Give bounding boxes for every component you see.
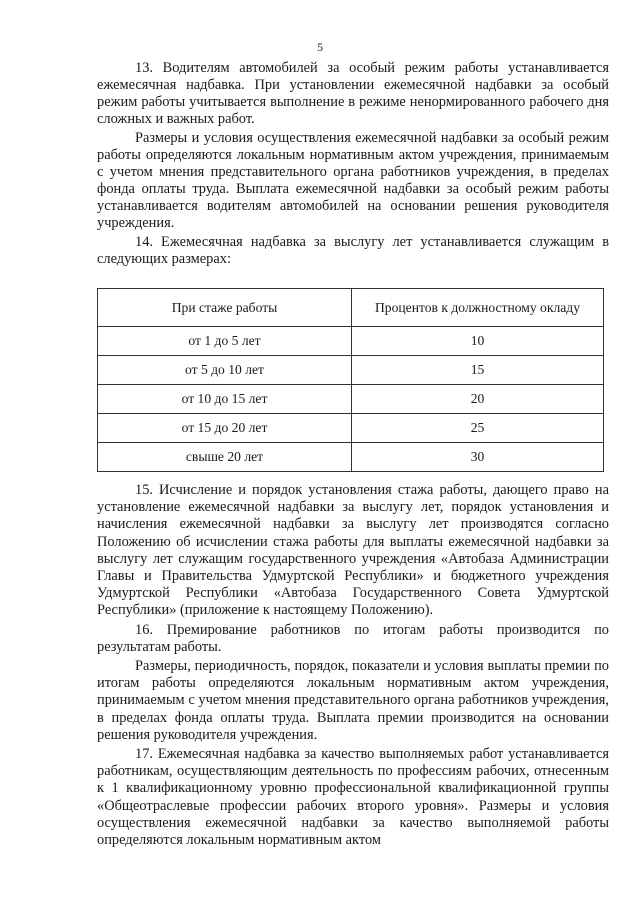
table-row [98, 443, 604, 472]
page-number: 5 [317, 40, 323, 54]
percent-cell: 10 [352, 327, 604, 356]
experience-cell: от 5 до 10 лет [98, 356, 352, 385]
column-header-percent: Процентов к должностному окладу [352, 289, 604, 327]
table-row [98, 327, 604, 356]
paragraph-15: 15. Исчисление и порядок установления стажа работы, дающего право на установление ежемесячной надбавки за выслугу лет, порядок установления и начисления ежемесячной надбавки за выслугу лет производятся согласно Положению об исчислении стажа работы для выплаты ежемесячной надбавки за выслугу лет служащим государственного учреждения «Автобаза Администрации Главы и Правительства Удмуртской Республики» и бюджетного учреждения Удмуртской Республики «Автобаза Государственного Совета Удмуртской Республики» (приложение к настоящему Положению). [97, 482, 609, 619]
paragraph-16: 16. Премирование работников по итогам работы производится по результатам работы. [97, 621, 609, 655]
table-row [98, 356, 604, 385]
paragraph-13-conditions: Размеры и условия осуществления ежемесячной надбавки за особый режим работы определяются локальным нормативным актом учреждения, принимаемым с учетом мнения представительного органа работников учреждения, в пределах фонда оплаты труда. Выплата ежемесячной надбавки за особый режим работы устанавливается водителям автомобилей на основании решения руководителя учреждения. [97, 130, 609, 231]
table-header-row [98, 289, 604, 327]
column-header-experience: При стаже работы [98, 289, 352, 327]
seniority-allowance-table [97, 288, 604, 472]
experience-cell: свыше 20 лет [98, 443, 352, 472]
experience-cell: от 1 до 5 лет [98, 327, 352, 356]
document-body-bottom [97, 482, 609, 851]
percent-cell: 20 [352, 385, 604, 414]
table-row [98, 385, 604, 414]
paragraph-14: 14. Ежемесячная надбавка за выслугу лет устанавливается служащим в следующих размерах: [97, 234, 609, 267]
experience-cell: от 10 до 15 лет [98, 385, 352, 414]
percent-cell: 30 [352, 443, 604, 472]
percent-cell: 25 [352, 414, 604, 443]
paragraph-17: 17. Ежемесячная надбавка за качество выполняемых работ устанавливается работникам, осуществляющим деятельность по профессиям рабочих, отнесенным к 1 квалификационному уровню профессиональной квалификационной группы «Общеотраслевые профессии рабочих второго уровня». Размеры и условия осуществления ежемесячной надбавки за качество выполняемой работы определяются локальным нормативным актом [97, 746, 609, 849]
paragraph-13: 13. Водителям автомобилей за особый режим работы устанавливается ежемесячная надбавка. При установлении ежемесячной надбавки за особый режим работы учитывается выполнение в режиме ненормированного рабочего дня сложных и важных работ. [97, 60, 609, 127]
paragraph-16-conditions: Размеры, периодичность, порядок, показатели и условия выплаты премии по итогам работы определяются локальным нормативным актом учреждения, принимаемым с учетом мнения представительного органа работников учреждения, в пределах фонда оплаты труда. Выплата премии производится на основании решения руководителя учреждения. [97, 658, 609, 743]
percent-cell: 15 [352, 356, 604, 385]
experience-cell: от 15 до 20 лет [98, 414, 352, 443]
table-row [98, 414, 604, 443]
document-body-top [97, 60, 609, 270]
